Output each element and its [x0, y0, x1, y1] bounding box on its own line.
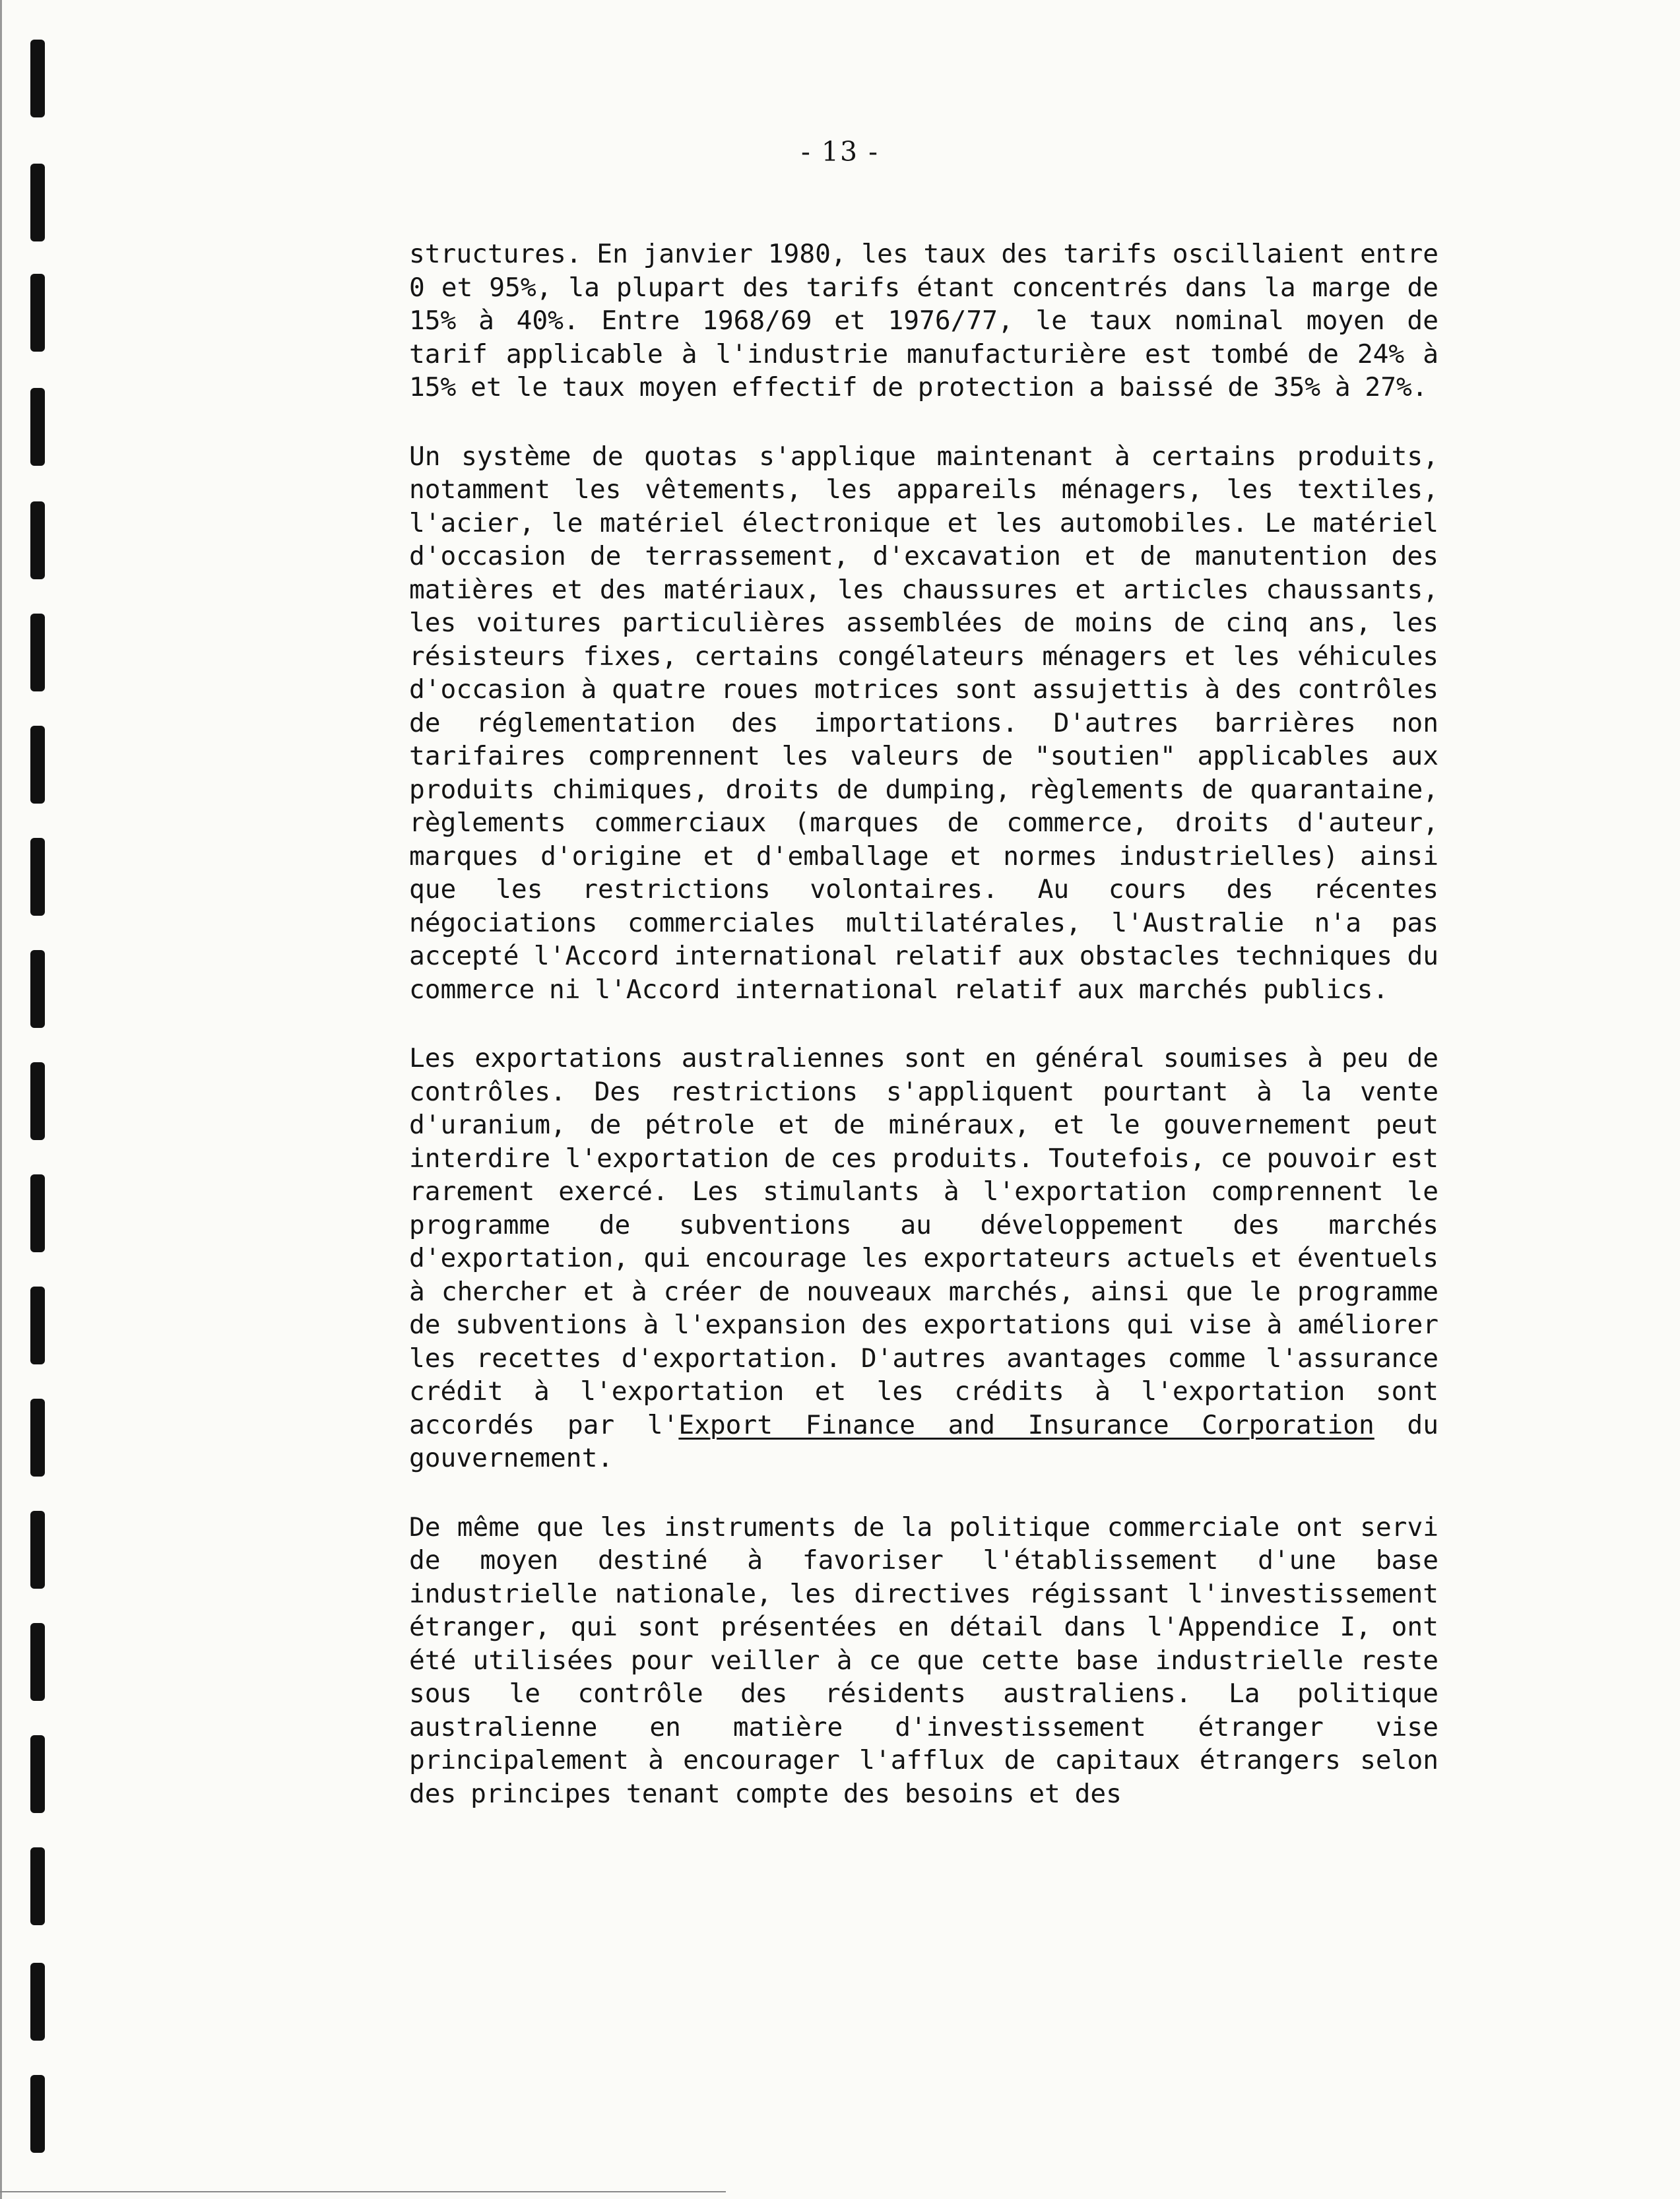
binding-hole — [30, 1623, 45, 1701]
binding-hole — [30, 838, 45, 916]
paragraph-quotas: Un système de quotas s'applique maintenant à certains produits, notamment les vêtements, les appareils ménagers, les textiles, l'acier, le matériel électronique et les automobiles. Le matériel d'occasion de terrassement, d'excavation et de manutention des matières et des matériaux, les chaussures et articles chaussants, les voitures particulières assemblées de moins de cinq ans, les résisteurs fixes, certains congélateurs ménagers et les véhicules d'occasion à quatre roues motrices sont assujettis à des contrôles de réglementation des importations. D'autres barrières non tarifaires comprennent les valeurs de "soutien" applicables aux produits chimiques, droits de dumping, règlements de quarantaine, règlements commerciaux (marques de commerce, droits d'auteur, marques d'origine et d'emballage et normes industrielles) ainsi que les restrictions volontaires. Au cours des récentes négociations commerciales multilatérales, l'Australie n'a pas accepté l'Accord international relatif aux obstacles techniques du commerce ni l'Accord international relatif aux marchés publics. — [409, 441, 1438, 1005]
binding-hole — [30, 1174, 45, 1252]
page-number: - 13 - — [801, 136, 879, 168]
paragraph-exports-tail: du gouvernement. — [409, 1409, 1438, 1473]
document-body — [409, 238, 1438, 1846]
binding-hole — [30, 1062, 45, 1140]
paragraph-exports-text: Les exportations australiennes sont en général soumises à peu de contrôles. Des restrictions s'appliquent pourtant à la vente d'uranium, de pétrole et de minéraux, et le gouvernement peut interdire l'exportation de ces produits. Toutefois, ce pouvoir est rarement exercé. Les stimulants à l'exportation comprennent le programme de subventions au développement des marchés d'exportation, qui encourage les exportateurs actuels et éventuels à chercher et à créer de nouveaux marchés, ainsi que le programme de subventions à l'expansion des exportations qui vise à améliorer les recettes d'exportation. D'autres avantages comme l'assurance crédit à l'exportation et les crédits à l'exportation sont accordés par l' — [409, 1043, 1438, 1440]
binding-hole — [30, 1287, 45, 1364]
paragraph-tariffs: structures. En janvier 1980, les taux des tarifs oscillaient entre 0 et 95%, la plupart des tarifs étant concentrés dans la marge de 15% à 40%. Entre 1968/69 et 1976/77, le taux nominal moyen de tarif applicable à l'industrie manufacturière est tombé de 24% à 15% et le taux moyen effectif de protection a baissé de 35% à 27%. — [409, 239, 1438, 402]
binding-holes — [26, 40, 50, 2151]
binding-hole — [30, 1399, 45, 1477]
page-left-edge — [0, 0, 2, 2199]
binding-hole — [30, 1735, 45, 1813]
binding-hole — [30, 274, 45, 352]
binding-hole — [30, 2075, 45, 2153]
binding-hole — [30, 501, 45, 579]
binding-hole — [30, 726, 45, 804]
binding-hole — [30, 1511, 45, 1589]
binding-hole — [30, 1963, 45, 2041]
binding-hole — [30, 40, 45, 117]
page-bottom-edge — [0, 2191, 726, 2192]
paragraph-investment: De même que les instruments de la politique commerciale ont servi de moyen destiné à favoriser l'établissement d'une base industrielle nationale, les directives régissant l'investissement étranger, qui sont présentées en détail dans l'Appendice I, ont été utilisées pour veiller à ce que cette base industrielle reste sous le contrôle des résidents australiens. La politique australienne en matière d'investissement étranger vise principalement à encourager l'afflux de capitaux étrangers selon des principes tenant compte des besoins et des — [409, 1512, 1438, 1809]
export-finance-corporation-name: Export Finance and Insurance Corporation — [678, 1409, 1374, 1440]
binding-hole — [30, 614, 45, 691]
binding-hole — [30, 950, 45, 1028]
paragraph-exports — [409, 1042, 1438, 1475]
binding-hole — [30, 1847, 45, 1925]
binding-hole — [30, 388, 45, 466]
binding-hole — [30, 164, 45, 241]
